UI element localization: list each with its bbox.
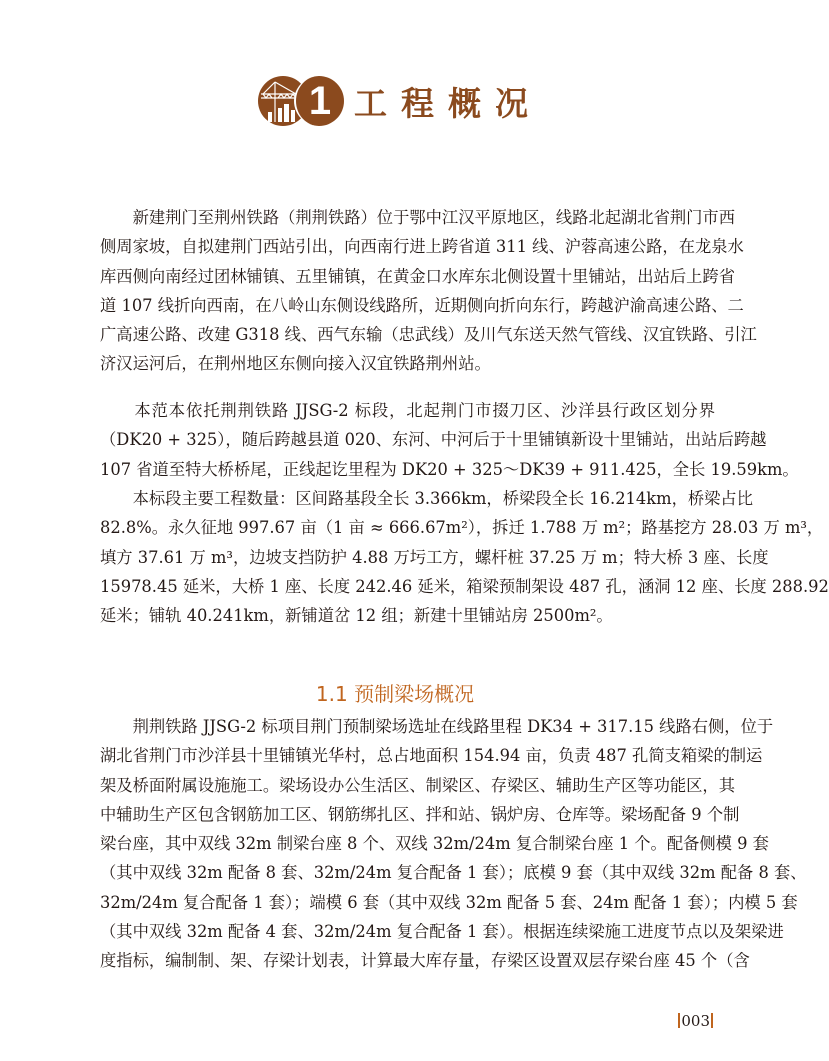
text-line: 济汉运河后，在荆州地区东侧向接入汉宜铁路荆州站。	[100, 354, 491, 374]
text-line: （DK20 + 325），随后跨越县道 020、东河、中河后于十里铺镇新设十里铺站，出站后跨越	[100, 430, 767, 450]
text-line: 架及桥面附属设施施工。梁场设办公生活区、制梁区、存梁区、辅助生产区等功能区，其	[100, 775, 735, 795]
text-line: 本范本依托荆荆铁路 JJSG-2 标段，北起荆门市掇刀区、沙洋县行政区划分界	[100, 401, 715, 420]
text-line: （其中双线 32m 配备 8 套、32m/24m 复合配备 1 套）；底模 9 套（其中双线 32m 配备 8 套、	[100, 863, 807, 883]
chapter-number: 1	[294, 76, 344, 126]
text-line: 度指标，编制制、架、存梁计划表，计算最大库存量，存梁区设置双层存梁台座 45 个（含	[100, 951, 750, 971]
chapter-badge	[258, 76, 344, 126]
text-line: 82.8%。永久征地 997.67 亩（1 亩 ≈ 666.67m²），拆迁 1.788 万 m²；路基挖方 28.03 万 m³，	[100, 518, 824, 538]
text-line: 107 省道至特大桥桥尾，正线起讫里程为 DK20 + 325～DK39 + 911.425，全长 19.59km。	[100, 459, 799, 479]
paragraph-beam-yard	[100, 712, 807, 976]
text-line: 梁台座，其中双线 32m 制梁台座 8 个、双线 32m/24m 复合制梁台座 1 个。配备侧模 9 套	[100, 834, 769, 854]
chapter-title: 工程概况	[354, 83, 542, 123]
chapter-heading	[258, 70, 542, 132]
text-line: 广高速公路、改建 G318 线、西气东输（忠武线）及川气东送天然气管线、汉宜铁路、引江	[100, 325, 757, 345]
text-line: 荆荆铁路 JJSG-2 标项目荆门预制梁场选址在线路里程 DK34 + 317.15 线路右侧，位于	[100, 717, 774, 736]
section-title: 1.1 预制梁场概况	[315, 682, 475, 706]
paragraph-quantities	[100, 484, 829, 630]
text-line: 新建荆门至荆州铁路（荆荆铁路）位于鄂中江汉平原地区，线路北起湖北省荆门市西	[100, 208, 735, 227]
text-line: 湖北省荆门市沙洋县十里铺镇光华村，总占地面积 154.94 亩，负责 487 孔简支箱梁的制运	[100, 746, 763, 766]
text-line: 填方 37.61 万 m³，边坡支挡防护 4.88 万圬工方，螺杆桩 37.25 万 m；特大桥 3 座、长度	[100, 547, 769, 567]
text-line: 库西侧向南经过团林铺镇、五里铺镇，在黄金口水库东北侧设置十里铺站，出站后上跨省	[100, 266, 735, 286]
text-line: 道 107 线折向西南，在八岭山东侧设线路所，近期侧向折向东行，跨越沪渝高速公路、二	[100, 295, 744, 315]
page-number	[677, 1012, 714, 1030]
text-line: 侧周家坡，自拟建荆门西站引出，向西南行进上跨省道 311 线、沪蓉高速公路，在龙泉水	[100, 237, 744, 257]
page-number-text: 003	[681, 1012, 710, 1030]
text-line: （其中双线 32m 配备 4 套、32m/24m 复合配备 1 套）。根据连续梁施工进度节点以及架梁进	[100, 922, 784, 942]
text-line: 15978.45 延米，大桥 1 座、长度 242.46 延米，箱梁预制架设 487 孔，涵洞 12 座、长度 288.92	[100, 576, 829, 596]
paragraph-section-scope	[100, 396, 799, 484]
text-line: 32m/24m 复合配备 1 套）；端模 6 套（其中双线 32m 配备 5 套、24m 配备 1 套）；内模 5 套	[100, 892, 798, 912]
paragraph-route	[100, 203, 757, 379]
text-line: 本标段主要工程数量：区间路基段全长 3.366km，桥梁段全长 16.214km，桥梁占比	[100, 489, 753, 508]
text-line: 中辅助生产区包含钢筋加工区、钢筋绑扎区、拌和站、锅炉房、仓库等。梁场配备 9 个制	[100, 804, 740, 824]
text-line: 延米；铺轨 40.241km，新铺道岔 12 组；新建十里铺站房 2500m²。	[100, 606, 613, 626]
